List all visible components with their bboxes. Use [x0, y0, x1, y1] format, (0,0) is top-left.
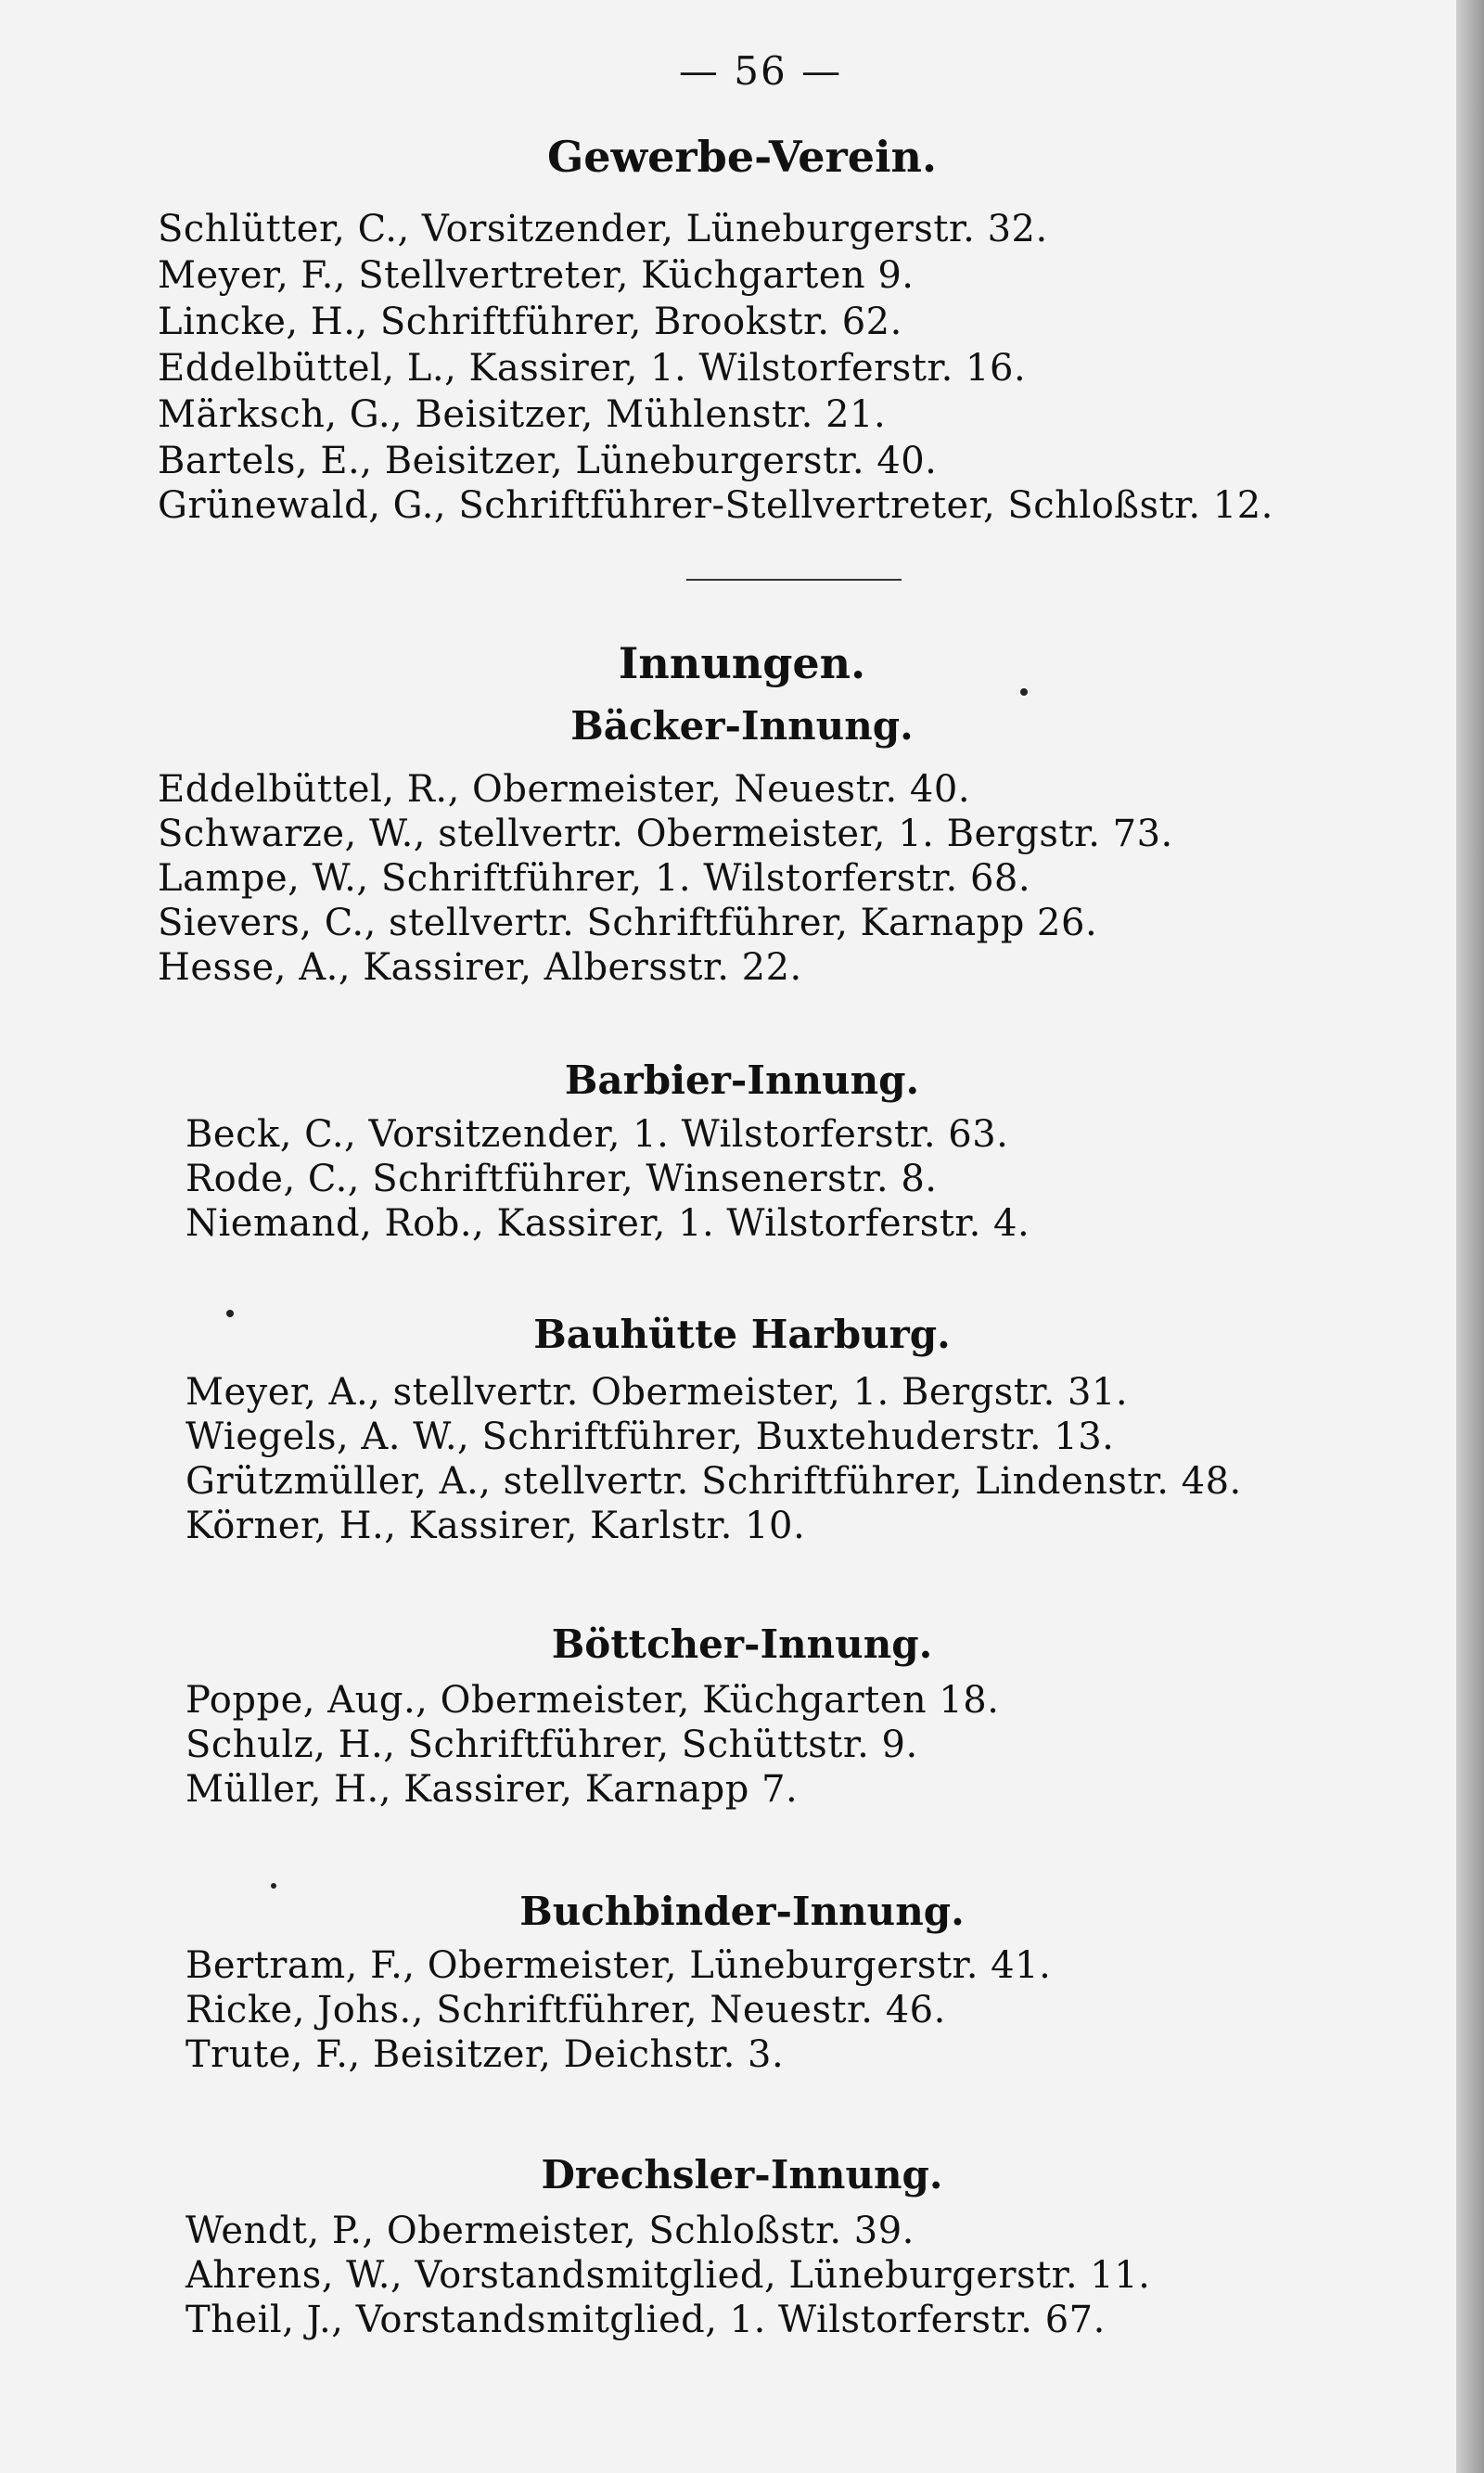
- subsection-title-drechsler-innung: Drechsler-Innung.: [541, 2152, 943, 2198]
- entry-line: Märksch, G., Beisitzer, Mühlenstr. 21.: [158, 393, 887, 436]
- entry-line: Bartels, E., Beisitzer, Lüneburgerstr. 40.: [158, 440, 938, 482]
- subsection-title-bauhuette-harburg: Bauhütte Harburg.: [533, 1312, 951, 1357]
- entry-line: Grünewald, G., Schriftführer-Stellvertreter, Schloßstr. 12.: [158, 484, 1273, 527]
- entry-line: Theil, J., Vorstandsmitglied, 1. Wilstorferstr. 67.: [186, 2299, 1106, 2341]
- section-title-gewerbe-verein: Gewerbe-Verein.: [547, 132, 937, 182]
- entry-line: Meyer, A., stellvertr. Obermeister, 1. Bergstr. 31.: [186, 1371, 1129, 1414]
- entry-line: Körner, H., Kassirer, Karlstr. 10.: [186, 1505, 806, 1547]
- subsection-title-barbier-innung: Barbier-Innung.: [564, 1057, 920, 1103]
- entry-line: Meyer, F., Stellvertreter, Küchgarten 9.: [158, 254, 915, 297]
- entry-line: Wiegels, A. W., Schriftführer, Buxtehuderstr. 13.: [186, 1416, 1115, 1458]
- print-speck: [1020, 688, 1028, 696]
- entry-line: Niemand, Rob., Kassirer, 1. Wilstorferstr. 4.: [186, 1202, 1030, 1245]
- entry-line: Bertram, F., Obermeister, Lüneburgerstr. 41.: [186, 1944, 1052, 1987]
- entry-line: Rode, C., Schriftführer, Winsenerstr. 8.: [186, 1158, 938, 1200]
- entry-line: Wendt, P., Obermeister, Schloßstr. 39.: [186, 2210, 915, 2252]
- section-title-innungen: Innungen.: [618, 638, 866, 688]
- subsection-title-boettcher-innung: Böttcher-Innung.: [551, 1621, 933, 1667]
- entry-line: Ricke, Johs., Schriftführer, Neuestr. 46.: [186, 1989, 946, 2031]
- entry-line: Schwarze, W., stellvertr. Obermeister, 1. Bergstr. 73.: [158, 813, 1173, 855]
- entry-line: Ahrens, W., Vorstandsmitglied, Lüneburgerstr. 11.: [186, 2254, 1151, 2297]
- entry-line: Schlütter, C., Vorsitzender, Lüneburgerstr. 32.: [158, 208, 1048, 250]
- entry-line: Hesse, A., Kassirer, Albersstr. 22.: [158, 946, 802, 989]
- entry-line: Sievers, C., stellvertr. Schriftführer, Karnapp 26.: [158, 902, 1098, 944]
- entry-line: Trute, F., Beisitzer, Deichstr. 3.: [186, 2033, 785, 2076]
- entry-line: Beck, C., Vorsitzender, 1. Wilstorferstr. 63.: [186, 1113, 1009, 1156]
- entry-line: Poppe, Aug., Obermeister, Küchgarten 18.: [186, 1679, 1000, 1722]
- entry-line: Lincke, H., Schriftführer, Brookstr. 62.: [158, 301, 902, 343]
- subsection-title-buchbinder-innung: Buchbinder-Innung.: [519, 1889, 965, 1934]
- entry-line: Eddelbüttel, R., Obermeister, Neuestr. 40.: [158, 768, 971, 811]
- subsection-title-baecker-innung: Bäcker-Innung.: [570, 703, 914, 749]
- entry-line: Grützmüller, A., stellvertr. Schriftführer, Lindenstr. 48.: [186, 1460, 1242, 1503]
- entry-line: Eddelbüttel, L., Kassirer, 1. Wilstorferstr. 16.: [158, 347, 1027, 390]
- section-divider: [686, 579, 902, 581]
- page-edge-shadow: [1456, 0, 1484, 2473]
- entry-line: Lampe, W., Schriftführer, 1. Wilstorferstr. 68.: [158, 857, 1031, 900]
- entry-line: Müller, H., Kassirer, Karnapp 7.: [186, 1768, 799, 1811]
- page-number: — 56 —: [678, 48, 843, 94]
- entry-line: Schulz, H., Schriftführer, Schüttstr. 9.: [186, 1723, 918, 1766]
